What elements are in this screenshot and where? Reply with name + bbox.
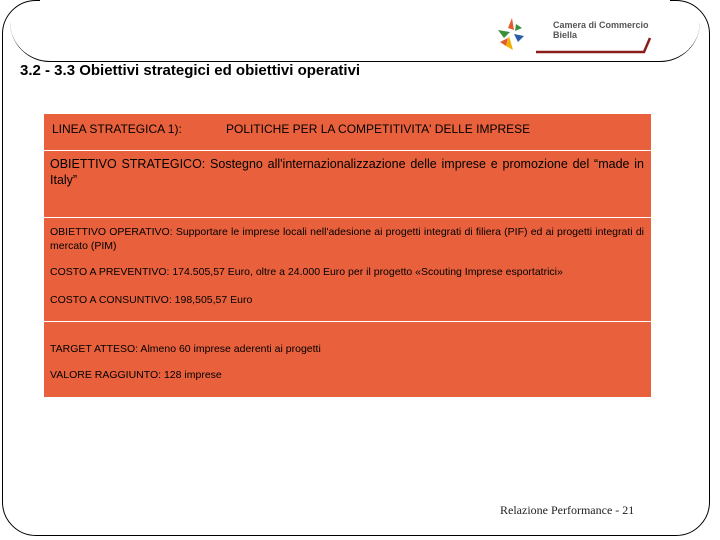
valore-text: VALORE RAGGIUNTO: 128 imprese [50,369,222,381]
target-block [44,322,651,397]
footer-page-label: Relazione Performance - 21 [500,503,635,517]
target-text: TARGET ATTESO: Almeno 60 imprese aderenti ai progetti [50,343,321,355]
costo-consuntivo-text: COSTO A CONSUNTIVO: 198,505,57 Euro [50,294,253,306]
linea-value: POLITICHE PER LA COMPETITIVITA' DELLE IMPRESE [226,122,531,136]
logo-swoosh [536,38,650,52]
costo-preventivo-text: COSTO A PREVENTIVO: 174.505,57 Euro, oltre a 24.000 Euro per il progetto «Scouting Imprese esportatrici» [50,266,563,278]
logo-line1: Camera di Commercio [553,20,649,30]
page-title: 3.2 - 3.3 Obiettivi strategici ed obiettivi operativi [20,62,361,79]
obiettivo-operativo-text: OBIETTIVO OPERATIVO: Supportare le imprese locali nell'adesione ai progetti integrati di filiera (PIF) ed ai progetti integrati di mercato (PIM) [50,226,644,252]
logo-line2: Biella [553,30,578,40]
star-mark-icon [498,18,524,50]
logo-text [553,20,649,40]
linea-label: LINEA STRATEGICA 1): [52,122,182,136]
obiettivo-strategico-text: OBIETTIVO STRATEGICO: Sostegno all'internazionalizzazione delle imprese e promozione del “made in Italy” [50,157,644,187]
